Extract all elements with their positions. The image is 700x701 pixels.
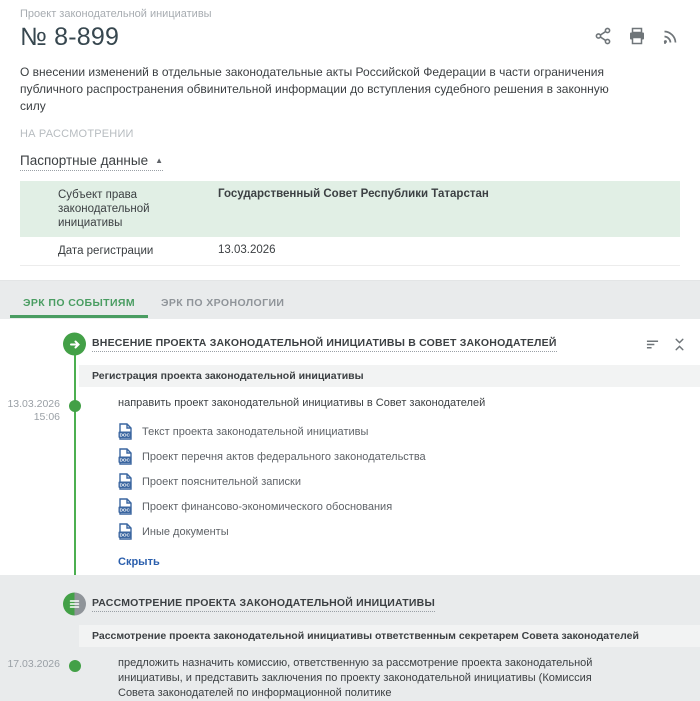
event-title[interactable]: ВНЕСЕНИЕ ПРОЕКТА ЗАКОНОДАТЕЛЬНОЙ ИНИЦИАТИВЫ В СОВЕТ ЗАКОНОДАТЕЛЕЙ (92, 337, 557, 352)
document-title: Проект перечня актов федерального законодательства (142, 450, 426, 463)
header-card (0, 0, 700, 281)
list-circle-icon (63, 593, 86, 616)
timeline-event (0, 592, 700, 701)
tab-erk-by-chronology[interactable]: ЭРК ПО ХРОНОЛОГИИ (161, 297, 285, 309)
status-badge: НА РАССМОТРЕНИИ (20, 128, 134, 140)
document-link[interactable] (118, 473, 680, 490)
doc-file-icon (118, 423, 133, 440)
event-subtitle: Рассмотрение проекта законодательной инициативы ответственным секретарем Совета законодателей (79, 625, 700, 647)
print-icon[interactable] (628, 27, 646, 45)
document-title: Текст проекта законодательной инициативы (142, 425, 369, 438)
svg-text:DOC: DOC (119, 507, 130, 513)
document-title: Иные документы (142, 525, 229, 538)
collapse-icon[interactable] (673, 337, 686, 352)
document-title: Проект пояснительной записки (142, 475, 301, 488)
table-row (20, 181, 680, 237)
tab-bar (0, 289, 700, 318)
svg-text:DOC: DOC (119, 432, 130, 438)
passport-toggle-label: Паспортные данные (20, 153, 149, 168)
sort-icon[interactable] (646, 337, 659, 352)
event-action-text: предложить назначить комиссию, ответственную за рассмотрение проекта законодательной инициативы, и представить заключения по проекту законодательной инициативы (Комиссия Совета законодателей по информационной политике (118, 657, 593, 699)
event-date: 13.03.2026 15:06 (7, 398, 60, 423)
event-subtitle: Регистрация проекта законодательной инициативы (79, 365, 700, 387)
svg-text:DOC: DOC (119, 532, 130, 538)
tab-erk-by-events[interactable]: ЭРК ПО СОБЫТИЯМ (10, 289, 148, 318)
document-list (118, 423, 680, 540)
timeline-dot (69, 400, 81, 412)
doc-file-icon (118, 523, 133, 540)
document-link[interactable] (118, 523, 680, 540)
initiative-description: О внесении изменений в отдельные законодательные акты Российской Федерации в части ограничения публичного распространения обвинительной информации до вступления судебного решения в законную силу (20, 65, 609, 113)
document-link[interactable] (118, 498, 680, 515)
table-row (20, 237, 680, 266)
breadcrumb: Проект законодательной инициативы (20, 8, 212, 20)
rss-icon[interactable] (662, 27, 680, 45)
doc-file-icon (118, 473, 133, 490)
doc-file-icon (118, 448, 133, 465)
document-link[interactable] (118, 448, 680, 465)
document-link[interactable] (118, 423, 680, 440)
passport-row-label: Дата регистрации (58, 245, 154, 257)
chevron-up-icon: ▲ (155, 156, 164, 165)
arrow-right-circle-icon (63, 333, 86, 356)
hide-documents-link[interactable]: Скрыть (118, 556, 160, 568)
event-title[interactable]: РАССМОТРЕНИЕ ПРОЕКТА ЗАКОНОДАТЕЛЬНОЙ ИНИЦИАТИВЫ (92, 597, 435, 612)
passport-table (20, 181, 680, 266)
svg-text:DOC: DOC (119, 482, 130, 488)
passport-row-value: 13.03.2026 (218, 244, 276, 256)
event-date: 17.03.2026 (7, 658, 60, 670)
page-title: № 8-899 (20, 23, 120, 51)
svg-text:DOC: DOC (119, 457, 130, 463)
event-action-text: направить проект законодательной инициативы в Совет законодателей (118, 397, 486, 409)
timeline-event (0, 319, 700, 570)
passport-row-value: Государственный Совет Республики Татарстан (218, 188, 489, 200)
doc-file-icon (118, 498, 133, 515)
document-title: Проект финансово-экономического обоснования (142, 500, 393, 513)
timeline-dot (69, 660, 81, 672)
passport-data-toggle[interactable] (20, 153, 163, 171)
timeline-panel (0, 319, 700, 699)
passport-row-label: Субъект права законодательной инициативы (58, 189, 150, 229)
share-icon[interactable] (594, 27, 612, 45)
